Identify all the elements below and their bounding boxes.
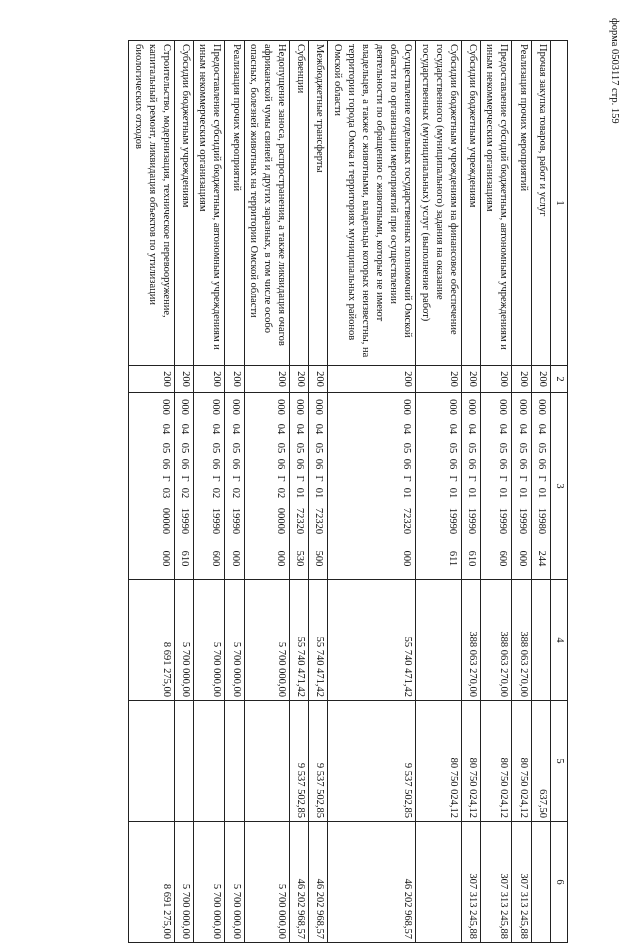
budget-code-segment: 04 [466,423,478,435]
row-budget-code [481,393,512,580]
budget-code-parts [272,396,288,576]
table-row [290,41,309,943]
row-budget-code [328,393,416,580]
budget-code-segment: 500 [313,550,325,567]
row-remaining: 307 313 245,88 [461,822,480,943]
budget-code-segment: 000 [446,399,458,415]
row-name: Субвенции [290,41,309,366]
budget-table [128,40,568,943]
budget-code-segment: Г [294,475,306,482]
row-executed: 637,50 [531,701,550,822]
budget-code-segment: Г [275,475,287,482]
budget-code-segment: 03 [159,487,171,499]
row-executed [129,701,175,822]
budget-code-segment: 600 [210,550,222,567]
row-approved: 5 700 000,00 [244,580,290,701]
row-name: Осуществление отдельных государственных полномочий Омской области по организации мероприятий при осуществлении деятельности по обращению с животными, которые не имеют владельцев, а также с животными, владельцы которых неизвестны, на территории города Омска и территориях муниципальных районов Омской области [328,41,416,366]
page-header [608,18,632,218]
row-approved [416,580,462,701]
column-header: 4 [550,580,567,701]
budget-code-segment: 05 [446,442,458,454]
budget-code-segment: 01 [313,487,325,499]
budget-code-segment: 05 [179,442,191,454]
row-line-code: 200 [512,366,531,393]
budget-code-segment: 000 [466,399,478,415]
budget-code-segment: 01 [466,487,478,499]
row-budget-code [290,393,309,580]
row-budget-code [531,393,550,580]
row-executed: 80 750 024,12 [512,701,531,822]
row-approved: 55 740 471,42 [290,580,309,701]
budget-code-segment: 06 [159,458,171,470]
budget-code-segment: 06 [229,458,241,470]
row-name: Строительство, модернизация, техническое перевооружение, капитальный ремонт, ликвидация объектов по утилизации биологических отходов [129,41,175,366]
budget-code-segment: 000 [229,399,241,415]
row-remaining: 5 700 000,00 [174,822,193,943]
column-header: 2 [550,366,567,393]
row-approved: 8 691 275,00 [129,580,175,701]
budget-code-segment: 05 [294,442,306,454]
budget-code-parts [176,396,192,576]
row-name: Реализация прочих мероприятий [225,41,244,366]
row-budget-code [309,393,328,580]
row-remaining: 46 202 968,57 [328,822,416,943]
row-remaining: 5 700 000,00 [225,822,244,943]
row-name: Реализация прочих мероприятий [512,41,531,366]
row-remaining: 46 202 968,57 [309,822,328,943]
budget-code-segment: 05 [497,442,509,454]
budget-code-segment: 01 [497,487,509,499]
budget-code-segment: 04 [516,423,528,435]
budget-code-parts [157,396,173,576]
row-line-code: 200 [309,366,328,393]
table-row [225,41,244,943]
budget-code-segment: 610 [466,550,478,567]
row-line-code: 200 [328,366,416,393]
budget-code-segment: 19990 [210,507,222,535]
budget-code-segment: 04 [401,423,413,435]
budget-code-segment: 000 [159,550,171,567]
row-name: Субсидии бюджетным учреждениям [461,41,480,366]
row-executed: 80 750 024,12 [416,701,462,822]
row-budget-code [416,393,462,580]
budget-code-segment: 04 [210,423,222,435]
budget-code-segment: 000 [275,399,287,415]
budget-code-segment: 01 [446,487,458,499]
budget-code-segment: 72320 [313,507,325,535]
table-row [531,41,550,943]
table-row [194,41,225,943]
budget-code-segment: 19990 [497,507,509,535]
budget-code-segment: 05 [516,442,528,454]
row-executed: 80 750 024,12 [461,701,480,822]
row-approved: 388 063 270,00 [461,580,480,701]
budget-code-segment: 000 [516,399,528,415]
row-line-code: 200 [531,366,550,393]
budget-code-segment: 72320 [401,507,413,535]
budget-code-parts [494,396,510,576]
column-header: 3 [550,393,567,580]
budget-code-parts [513,396,529,576]
budget-code-segment: 06 [401,458,413,470]
budget-code-segment: 06 [497,458,509,470]
row-remaining: 5 700 000,00 [194,822,225,943]
budget-code-segment: 04 [497,423,509,435]
budget-code-segment: 000 [275,550,287,567]
row-line-code: 200 [481,366,512,393]
table-row [416,41,462,943]
budget-code-segment: 04 [159,423,171,435]
budget-code-segment: 00000 [159,507,171,535]
budget-code-segment: Г [210,475,222,482]
budget-code-segment: 611 [446,550,458,567]
budget-code-segment: 06 [179,458,191,470]
budget-code-segment: Г [497,475,509,482]
row-name: Межбюджетные трансферты [309,41,328,366]
budget-code-segment: 06 [210,458,222,470]
budget-code-segment: 19990 [229,507,241,535]
row-remaining: 46 202 968,57 [290,822,309,943]
row-line-code: 200 [225,366,244,393]
table-row [461,41,480,943]
row-approved: 388 063 270,00 [512,580,531,701]
row-name: Субсидии бюджетным учреждениям на финансовое обеспечение государственного (муниципального) задания на оказание государственных (муниципальных) услуг (выполнение работ) [416,41,462,366]
budget-code-parts [398,396,414,576]
budget-code-parts [226,396,242,576]
budget-code-segment: 05 [466,442,478,454]
row-line-code: 200 [290,366,309,393]
budget-code-segment: 04 [294,423,306,435]
budget-code-segment: 19990 [466,507,478,535]
budget-code-parts [533,396,549,576]
row-budget-code [512,393,531,580]
table-row [309,41,328,943]
budget-code-segment: 19980 [535,507,547,535]
table-row [481,41,512,943]
column-header: 1 [550,41,567,366]
budget-code-segment: 05 [229,442,241,454]
row-name: Предоставление субсидий бюджетным, автономным учреждениям и иным некоммерческим организациям [194,41,225,366]
row-approved: 55 740 471,42 [309,580,328,701]
budget-code-segment: 06 [466,458,478,470]
row-line-code: 200 [129,366,175,393]
row-name: Субсидии бюджетным учреждениям [174,41,193,366]
row-remaining: 5 700 000,00 [244,822,290,943]
row-name: Предоставление субсидий бюджетным, автономным учреждениям и иным некоммерческим организациям [481,41,512,366]
budget-code-segment: 04 [179,423,191,435]
table-row [174,41,193,943]
budget-code-segment: Г [446,475,458,482]
row-remaining [416,822,462,943]
row-executed: 9 537 502,85 [290,701,309,822]
row-executed [244,701,290,822]
budget-code-segment: 05 [275,442,287,454]
budget-code-segment: Г [516,475,528,482]
budget-code-segment: 19990 [179,507,191,535]
budget-code-segment: 02 [210,487,222,499]
budget-code-segment: 000 [229,550,241,567]
budget-code-segment: 04 [275,423,287,435]
budget-code-segment: 05 [159,442,171,454]
row-line-code: 200 [416,366,462,393]
row-approved: 5 700 000,00 [174,580,193,701]
row-budget-code [244,393,290,580]
row-budget-code [194,393,225,580]
budget-code-segment: 01 [535,487,547,499]
budget-code-segment: 000 [401,399,413,415]
budget-code-segment: 000 [497,399,509,415]
budget-code-parts [310,396,326,576]
row-approved: 55 740 471,42 [328,580,416,701]
row-remaining [531,822,550,943]
row-budget-code [129,393,175,580]
budget-code-segment: 06 [294,458,306,470]
row-approved: 5 700 000,00 [194,580,225,701]
row-line-code: 200 [244,366,290,393]
row-remaining: 307 313 245,88 [481,822,512,943]
budget-code-segment: 05 [313,442,325,454]
budget-code-segment: 02 [275,487,287,499]
row-remaining: 8 691 275,00 [129,822,175,943]
budget-code-segment: 06 [446,458,458,470]
budget-code-segment: 06 [535,458,547,470]
budget-code-segment: 04 [446,423,458,435]
row-name: Прочая закупка товаров, работ и услуг [531,41,550,366]
budget-code-segment: 000 [294,399,306,415]
budget-code-segment: 01 [401,487,413,499]
budget-code-segment: 530 [294,550,306,567]
budget-code-segment: 04 [313,423,325,435]
row-budget-code [461,393,480,580]
budget-code-segment: 05 [401,442,413,454]
budget-code-segment: 06 [516,458,528,470]
budget-code-segment: 04 [229,423,241,435]
budget-code-segment: 06 [313,458,325,470]
row-approved: 388 063 270,00 [481,580,512,701]
budget-code-segment: 000 [210,399,222,415]
budget-code-segment: 610 [179,550,191,567]
table-header-row [550,41,567,943]
budget-code-segment: 01 [516,487,528,499]
budget-code-parts [463,396,479,576]
row-executed: 9 537 502,85 [309,701,328,822]
budget-code-segment: 000 [516,550,528,567]
budget-code-segment: Г [179,475,191,482]
budget-code-segment: Г [229,475,241,482]
row-approved [531,580,550,701]
row-budget-code [174,393,193,580]
row-name: Недопущение заноса, распространения, а также ликвидация очагов африканской чумы свиней и других заразных, в том числе особо опасных, болезней животных на территории Омской области [244,41,290,366]
budget-code-segment: Г [159,475,171,482]
budget-code-segment: 000 [401,550,413,567]
row-executed [194,701,225,822]
table-row [129,41,175,943]
budget-code-segment: 00000 [275,507,287,535]
budget-code-segment: 244 [535,550,547,567]
budget-code-segment: 000 [179,399,191,415]
budget-code-segment: 04 [535,423,547,435]
form-label: форма 0503117 стр. 159 [609,18,620,124]
row-remaining: 307 313 245,88 [512,822,531,943]
row-approved: 5 700 000,00 [225,580,244,701]
row-line-code: 200 [174,366,193,393]
table-row [328,41,416,943]
budget-code-segment: Г [313,475,325,482]
budget-code-segment: 19990 [516,507,528,535]
row-line-code: 200 [194,366,225,393]
budget-code-segment: 000 [313,399,325,415]
budget-code-segment: 05 [535,442,547,454]
column-header: 5 [550,701,567,822]
budget-code-segment: 02 [229,487,241,499]
budget-code-segment: 000 [535,399,547,415]
budget-code-segment: Г [466,475,478,482]
table-row [512,41,531,943]
budget-code-segment: 600 [497,550,509,567]
budget-code-segment: 01 [294,487,306,499]
row-line-code: 200 [461,366,480,393]
row-executed: 80 750 024,12 [481,701,512,822]
budget-code-segment: 72320 [294,507,306,535]
budget-code-segment: 06 [275,458,287,470]
budget-code-parts [444,396,460,576]
row-executed [225,701,244,822]
table-row [244,41,290,943]
budget-code-segment: Г [401,475,413,482]
budget-code-segment: Г [535,475,547,482]
budget-code-segment: 000 [159,399,171,415]
column-header: 6 [550,822,567,943]
row-budget-code [225,393,244,580]
row-executed [174,701,193,822]
budget-code-segment: 05 [210,442,222,454]
budget-code-segment: 19990 [446,507,458,535]
budget-code-parts [207,396,223,576]
budget-code-segment: 02 [179,487,191,499]
budget-code-parts [291,396,307,576]
row-executed: 9 537 502,85 [328,701,416,822]
